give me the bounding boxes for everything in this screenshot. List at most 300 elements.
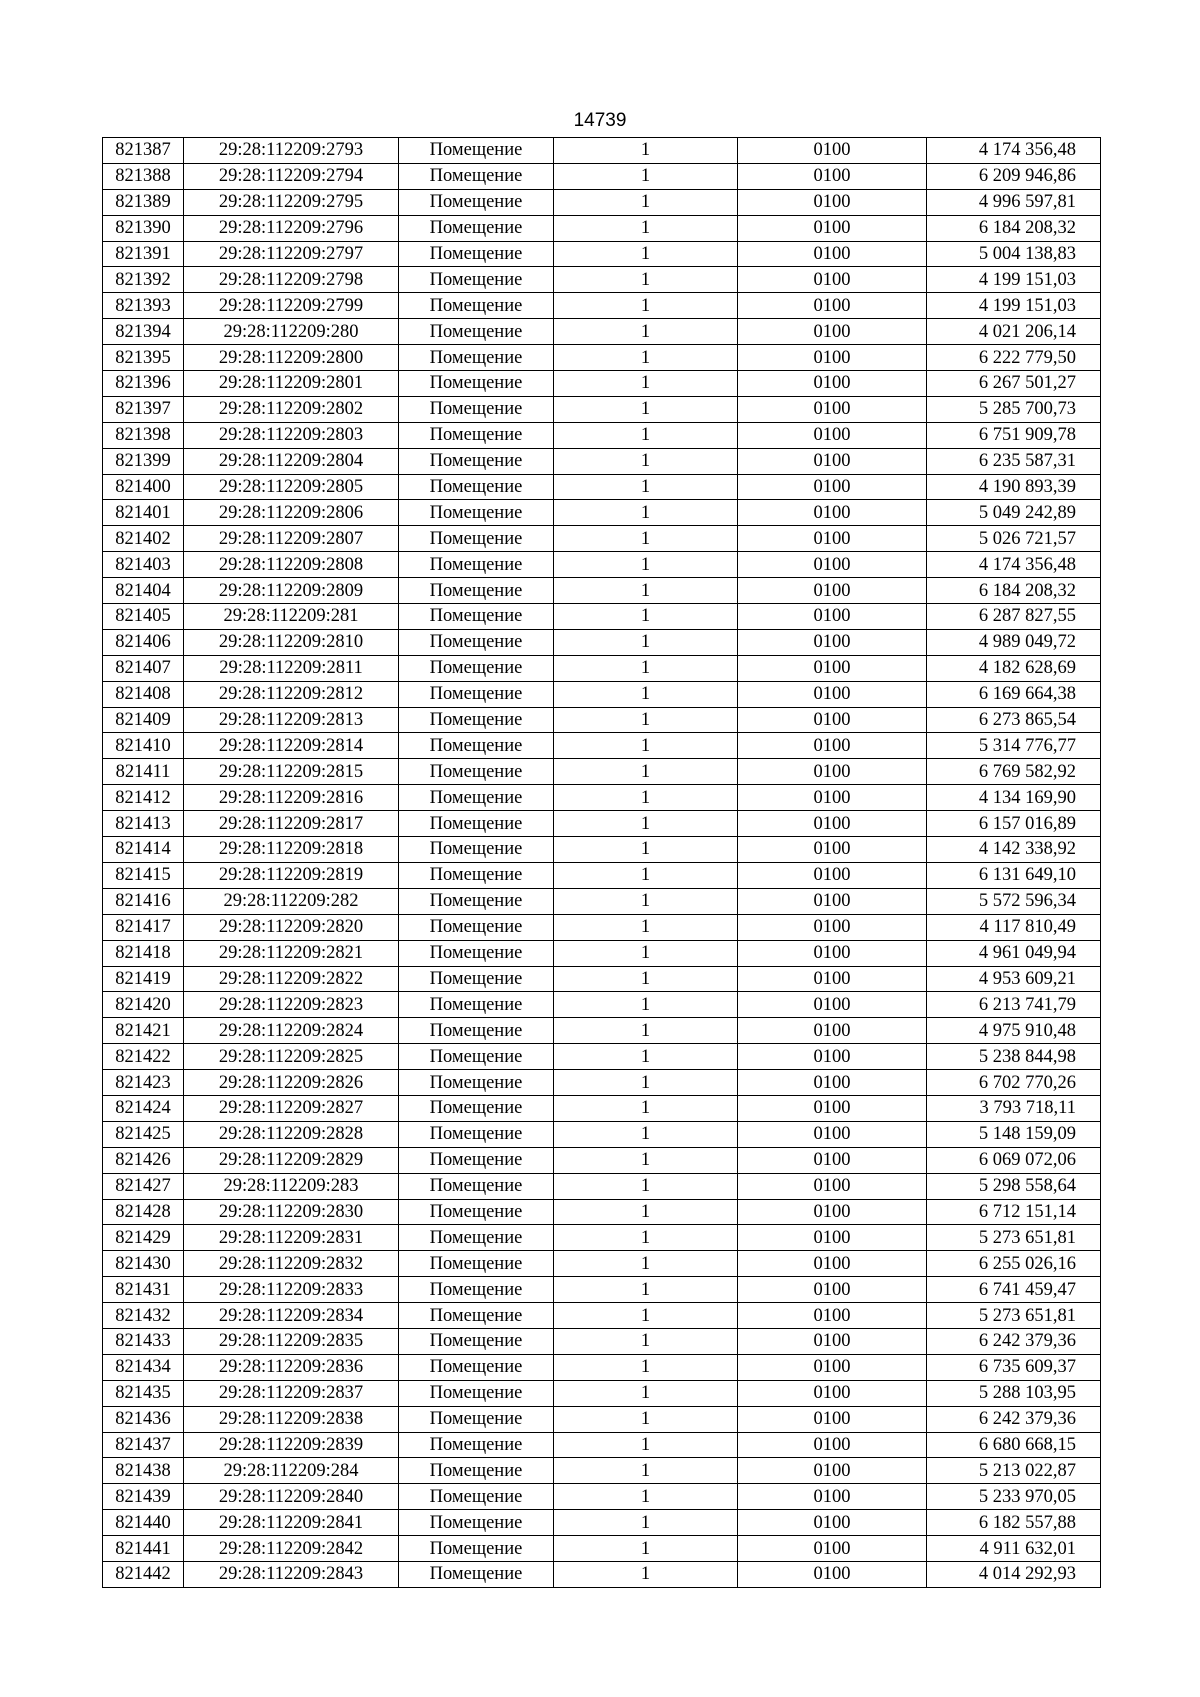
count-cell: 1 [554, 707, 738, 733]
table-row [103, 500, 1101, 526]
table-row [103, 371, 1101, 397]
cadastral-number-cell: 29:28:112209:2807 [184, 526, 399, 552]
object-type-cell: Помещение [399, 1303, 554, 1329]
table-row [103, 215, 1101, 241]
value-cell: 5 026 721,57 [927, 526, 1101, 552]
table-row [103, 940, 1101, 966]
count-cell: 1 [554, 811, 738, 837]
cadastral-number-cell: 29:28:112209:2819 [184, 862, 399, 888]
table-row [103, 1484, 1101, 1510]
registry-table-body [103, 138, 1101, 1588]
code-cell: 0100 [738, 448, 927, 474]
cadastral-number-cell: 29:28:112209:2811 [184, 655, 399, 681]
code-cell: 0100 [738, 1173, 927, 1199]
value-cell: 6 213 741,79 [927, 992, 1101, 1018]
table-row [103, 163, 1101, 189]
row-number-cell: 821417 [103, 914, 184, 940]
count-cell: 1 [554, 940, 738, 966]
code-cell: 0100 [738, 1225, 927, 1251]
code-cell: 0100 [738, 189, 927, 215]
object-type-cell: Помещение [399, 1121, 554, 1147]
object-type-cell: Помещение [399, 1173, 554, 1199]
count-cell: 1 [554, 293, 738, 319]
row-number-cell: 821402 [103, 526, 184, 552]
object-type-cell: Помещение [399, 1070, 554, 1096]
table-row [103, 1536, 1101, 1562]
object-type-cell: Помещение [399, 1044, 554, 1070]
count-cell: 1 [554, 1510, 738, 1536]
cadastral-number-cell: 29:28:112209:2798 [184, 267, 399, 293]
cadastral-number-cell: 29:28:112209:280 [184, 319, 399, 345]
row-number-cell: 821415 [103, 862, 184, 888]
code-cell: 0100 [738, 1328, 927, 1354]
table-row [103, 914, 1101, 940]
object-type-cell: Помещение [399, 759, 554, 785]
cadastral-number-cell: 29:28:112209:284 [184, 1458, 399, 1484]
count-cell: 1 [554, 474, 738, 500]
value-cell: 6 184 208,32 [927, 215, 1101, 241]
table-row [103, 1121, 1101, 1147]
row-number-cell: 821418 [103, 940, 184, 966]
code-cell: 0100 [738, 992, 927, 1018]
value-cell: 6 287 827,55 [927, 604, 1101, 630]
row-number-cell: 821439 [103, 1484, 184, 1510]
count-cell: 1 [554, 189, 738, 215]
table-row [103, 578, 1101, 604]
count-cell: 1 [554, 837, 738, 863]
cadastral-number-cell: 29:28:112209:2814 [184, 733, 399, 759]
object-type-cell: Помещение [399, 940, 554, 966]
value-cell: 5 273 651,81 [927, 1303, 1101, 1329]
count-cell: 1 [554, 733, 738, 759]
value-cell: 5 004 138,83 [927, 241, 1101, 267]
count-cell: 1 [554, 1018, 738, 1044]
cadastral-number-cell: 29:28:112209:2809 [184, 578, 399, 604]
object-type-cell: Помещение [399, 604, 554, 630]
table-row [103, 1380, 1101, 1406]
value-cell: 6 184 208,32 [927, 578, 1101, 604]
cadastral-number-cell: 29:28:112209:2821 [184, 940, 399, 966]
table-row [103, 1432, 1101, 1458]
value-cell: 4 190 893,39 [927, 474, 1101, 500]
table-row [103, 1510, 1101, 1536]
object-type-cell: Помещение [399, 914, 554, 940]
table-row [103, 1277, 1101, 1303]
count-cell: 1 [554, 448, 738, 474]
row-number-cell: 821391 [103, 241, 184, 267]
code-cell: 0100 [738, 163, 927, 189]
row-number-cell: 821407 [103, 655, 184, 681]
code-cell: 0100 [738, 1121, 927, 1147]
value-cell: 4 989 049,72 [927, 629, 1101, 655]
cadastral-number-cell: 29:28:112209:2810 [184, 629, 399, 655]
count-cell: 1 [554, 1484, 738, 1510]
value-cell: 5 213 022,87 [927, 1458, 1101, 1484]
code-cell: 0100 [738, 319, 927, 345]
cadastral-number-cell: 29:28:112209:2808 [184, 552, 399, 578]
count-cell: 1 [554, 1380, 738, 1406]
count-cell: 1 [554, 681, 738, 707]
table-row [103, 241, 1101, 267]
cadastral-number-cell: 29:28:112209:281 [184, 604, 399, 630]
value-cell: 6 751 909,78 [927, 422, 1101, 448]
value-cell: 4 182 628,69 [927, 655, 1101, 681]
value-cell: 4 199 151,03 [927, 293, 1101, 319]
value-cell: 5 148 159,09 [927, 1121, 1101, 1147]
count-cell: 1 [554, 526, 738, 552]
value-cell: 6 735 609,37 [927, 1354, 1101, 1380]
count-cell: 1 [554, 1251, 738, 1277]
value-cell: 4 199 151,03 [927, 267, 1101, 293]
table-row [103, 319, 1101, 345]
object-type-cell: Помещение [399, 966, 554, 992]
value-cell: 6 235 587,31 [927, 448, 1101, 474]
value-cell: 4 014 292,93 [927, 1561, 1101, 1587]
row-number-cell: 821410 [103, 733, 184, 759]
cadastral-number-cell: 29:28:112209:2835 [184, 1328, 399, 1354]
cadastral-number-cell: 29:28:112209:2823 [184, 992, 399, 1018]
cadastral-number-cell: 29:28:112209:2817 [184, 811, 399, 837]
cadastral-number-cell: 29:28:112209:2842 [184, 1536, 399, 1562]
object-type-cell: Помещение [399, 785, 554, 811]
code-cell: 0100 [738, 1536, 927, 1562]
object-type-cell: Помещение [399, 1354, 554, 1380]
code-cell: 0100 [738, 811, 927, 837]
table-row [103, 785, 1101, 811]
row-number-cell: 821432 [103, 1303, 184, 1329]
value-cell: 6 273 865,54 [927, 707, 1101, 733]
object-type-cell: Помещение [399, 319, 554, 345]
code-cell: 0100 [738, 733, 927, 759]
code-cell: 0100 [738, 1044, 927, 1070]
object-type-cell: Помещение [399, 163, 554, 189]
count-cell: 1 [554, 888, 738, 914]
row-number-cell: 821403 [103, 552, 184, 578]
cadastral-number-cell: 29:28:112209:2796 [184, 215, 399, 241]
row-number-cell: 821412 [103, 785, 184, 811]
value-cell: 6 680 668,15 [927, 1432, 1101, 1458]
cadastral-number-cell: 29:28:112209:2825 [184, 1044, 399, 1070]
count-cell: 1 [554, 1328, 738, 1354]
table-row [103, 1328, 1101, 1354]
table-row [103, 681, 1101, 707]
object-type-cell: Помещение [399, 215, 554, 241]
row-number-cell: 821404 [103, 578, 184, 604]
value-cell: 4 996 597,81 [927, 189, 1101, 215]
table-row [103, 966, 1101, 992]
row-number-cell: 821441 [103, 1536, 184, 1562]
object-type-cell: Помещение [399, 629, 554, 655]
row-number-cell: 821405 [103, 604, 184, 630]
row-number-cell: 821390 [103, 215, 184, 241]
table-row [103, 293, 1101, 319]
table-row [103, 1225, 1101, 1251]
cadastral-number-cell: 29:28:112209:2803 [184, 422, 399, 448]
code-cell: 0100 [738, 1354, 927, 1380]
object-type-cell: Помещение [399, 267, 554, 293]
row-number-cell: 821388 [103, 163, 184, 189]
code-cell: 0100 [738, 1147, 927, 1173]
code-cell: 0100 [738, 422, 927, 448]
cadastral-number-cell: 29:28:112209:2806 [184, 500, 399, 526]
object-type-cell: Помещение [399, 1018, 554, 1044]
table-row [103, 138, 1101, 164]
count-cell: 1 [554, 785, 738, 811]
object-type-cell: Помещение [399, 578, 554, 604]
code-cell: 0100 [738, 552, 927, 578]
row-number-cell: 821398 [103, 422, 184, 448]
object-type-cell: Помещение [399, 1328, 554, 1354]
count-cell: 1 [554, 1095, 738, 1121]
row-number-cell: 821414 [103, 837, 184, 863]
object-type-cell: Помещение [399, 293, 554, 319]
code-cell: 0100 [738, 267, 927, 293]
table-row [103, 604, 1101, 630]
code-cell: 0100 [738, 500, 927, 526]
row-number-cell: 821400 [103, 474, 184, 500]
value-cell: 5 233 970,05 [927, 1484, 1101, 1510]
object-type-cell: Помещение [399, 345, 554, 371]
table-row [103, 189, 1101, 215]
count-cell: 1 [554, 862, 738, 888]
count-cell: 1 [554, 1277, 738, 1303]
object-type-cell: Помещение [399, 552, 554, 578]
count-cell: 1 [554, 215, 738, 241]
table-row [103, 422, 1101, 448]
object-type-cell: Помещение [399, 526, 554, 552]
code-cell: 0100 [738, 371, 927, 397]
object-type-cell: Помещение [399, 1458, 554, 1484]
object-type-cell: Помещение [399, 1510, 554, 1536]
row-number-cell: 821436 [103, 1406, 184, 1432]
code-cell: 0100 [738, 914, 927, 940]
object-type-cell: Помещение [399, 371, 554, 397]
code-cell: 0100 [738, 396, 927, 422]
cadastral-number-cell: 29:28:112209:2815 [184, 759, 399, 785]
count-cell: 1 [554, 992, 738, 1018]
count-cell: 1 [554, 371, 738, 397]
count-cell: 1 [554, 1536, 738, 1562]
code-cell: 0100 [738, 1406, 927, 1432]
count-cell: 1 [554, 267, 738, 293]
count-cell: 1 [554, 422, 738, 448]
cadastral-number-cell: 29:28:112209:2834 [184, 1303, 399, 1329]
cadastral-number-cell: 29:28:112209:2822 [184, 966, 399, 992]
code-cell: 0100 [738, 1251, 927, 1277]
code-cell: 0100 [738, 1432, 927, 1458]
code-cell: 0100 [738, 604, 927, 630]
table-row [103, 707, 1101, 733]
table-row [103, 862, 1101, 888]
code-cell: 0100 [738, 681, 927, 707]
count-cell: 1 [554, 1225, 738, 1251]
code-cell: 0100 [738, 707, 927, 733]
value-cell: 4 975 910,48 [927, 1018, 1101, 1044]
value-cell: 4 174 356,48 [927, 552, 1101, 578]
cadastral-number-cell: 29:28:112209:2824 [184, 1018, 399, 1044]
code-cell: 0100 [738, 1510, 927, 1536]
table-row [103, 1173, 1101, 1199]
cadastral-number-cell: 29:28:112209:2836 [184, 1354, 399, 1380]
count-cell: 1 [554, 241, 738, 267]
code-cell: 0100 [738, 759, 927, 785]
cadastral-number-cell: 29:28:112209:2837 [184, 1380, 399, 1406]
code-cell: 0100 [738, 888, 927, 914]
code-cell: 0100 [738, 1277, 927, 1303]
row-number-cell: 821396 [103, 371, 184, 397]
value-cell: 4 174 356,48 [927, 138, 1101, 164]
table-row [103, 759, 1101, 785]
value-cell: 6 741 459,47 [927, 1277, 1101, 1303]
cadastral-number-cell: 29:28:112209:2805 [184, 474, 399, 500]
object-type-cell: Помещение [399, 888, 554, 914]
code-cell: 0100 [738, 1458, 927, 1484]
count-cell: 1 [554, 1432, 738, 1458]
row-number-cell: 821393 [103, 293, 184, 319]
cadastral-number-cell: 29:28:112209:2841 [184, 1510, 399, 1536]
value-cell: 5 298 558,64 [927, 1173, 1101, 1199]
row-number-cell: 821409 [103, 707, 184, 733]
object-type-cell: Помещение [399, 811, 554, 837]
cadastral-number-cell: 29:28:112209:2820 [184, 914, 399, 940]
object-type-cell: Помещение [399, 1277, 554, 1303]
value-cell: 4 142 338,92 [927, 837, 1101, 863]
page-number: 14739 [573, 110, 627, 131]
count-cell: 1 [554, 1173, 738, 1199]
count-cell: 1 [554, 1121, 738, 1147]
object-type-cell: Помещение [399, 655, 554, 681]
cadastral-number-cell: 29:28:112209:2804 [184, 448, 399, 474]
table-row [103, 1354, 1101, 1380]
value-cell: 4 911 632,01 [927, 1536, 1101, 1562]
cadastral-number-cell: 29:28:112209:2801 [184, 371, 399, 397]
count-cell: 1 [554, 552, 738, 578]
count-cell: 1 [554, 345, 738, 371]
row-number-cell: 821425 [103, 1121, 184, 1147]
table-row [103, 552, 1101, 578]
value-cell: 3 793 718,11 [927, 1095, 1101, 1121]
object-type-cell: Помещение [399, 1561, 554, 1587]
row-number-cell: 821437 [103, 1432, 184, 1458]
row-number-cell: 821434 [103, 1354, 184, 1380]
object-type-cell: Помещение [399, 500, 554, 526]
object-type-cell: Помещение [399, 837, 554, 863]
code-cell: 0100 [738, 629, 927, 655]
row-number-cell: 821401 [103, 500, 184, 526]
count-cell: 1 [554, 1199, 738, 1225]
value-cell: 4 021 206,14 [927, 319, 1101, 345]
count-cell: 1 [554, 319, 738, 345]
table-row [103, 448, 1101, 474]
value-cell: 6 242 379,36 [927, 1406, 1101, 1432]
object-type-cell: Помещение [399, 1432, 554, 1458]
table-row [103, 267, 1101, 293]
table-row [103, 837, 1101, 863]
cadastral-number-cell: 29:28:112209:2795 [184, 189, 399, 215]
value-cell: 4 953 609,21 [927, 966, 1101, 992]
value-cell: 5 288 103,95 [927, 1380, 1101, 1406]
row-number-cell: 821423 [103, 1070, 184, 1096]
value-cell: 4 961 049,94 [927, 940, 1101, 966]
code-cell: 0100 [738, 1070, 927, 1096]
table-row [103, 474, 1101, 500]
cadastral-number-cell: 29:28:112209:2831 [184, 1225, 399, 1251]
row-number-cell: 821397 [103, 396, 184, 422]
cadastral-number-cell: 29:28:112209:2829 [184, 1147, 399, 1173]
table-row [103, 1458, 1101, 1484]
object-type-cell: Помещение [399, 396, 554, 422]
cadastral-number-cell: 29:28:112209:2832 [184, 1251, 399, 1277]
row-number-cell: 821431 [103, 1277, 184, 1303]
row-number-cell: 821416 [103, 888, 184, 914]
row-number-cell: 821387 [103, 138, 184, 164]
value-cell: 6 182 557,88 [927, 1510, 1101, 1536]
object-type-cell: Помещение [399, 1095, 554, 1121]
object-type-cell: Помещение [399, 1199, 554, 1225]
row-number-cell: 821435 [103, 1380, 184, 1406]
value-cell: 5 572 596,34 [927, 888, 1101, 914]
row-number-cell: 821399 [103, 448, 184, 474]
cadastral-number-cell: 29:28:112209:2816 [184, 785, 399, 811]
object-type-cell: Помещение [399, 1484, 554, 1510]
cadastral-number-cell: 29:28:112209:2839 [184, 1432, 399, 1458]
object-type-cell: Помещение [399, 1147, 554, 1173]
row-number-cell: 821395 [103, 345, 184, 371]
value-cell: 6 242 379,36 [927, 1328, 1101, 1354]
row-number-cell: 821429 [103, 1225, 184, 1251]
value-cell: 6 131 649,10 [927, 862, 1101, 888]
row-number-cell: 821406 [103, 629, 184, 655]
code-cell: 0100 [738, 1303, 927, 1329]
count-cell: 1 [554, 1354, 738, 1380]
value-cell: 4 134 169,90 [927, 785, 1101, 811]
object-type-cell: Помещение [399, 1536, 554, 1562]
registry-table [102, 137, 1101, 1588]
object-type-cell: Помещение [399, 1251, 554, 1277]
cadastral-number-cell: 29:28:112209:2840 [184, 1484, 399, 1510]
row-number-cell: 821433 [103, 1328, 184, 1354]
count-cell: 1 [554, 138, 738, 164]
cadastral-number-cell: 29:28:112209:283 [184, 1173, 399, 1199]
code-cell: 0100 [738, 1380, 927, 1406]
object-type-cell: Помещение [399, 474, 554, 500]
count-cell: 1 [554, 604, 738, 630]
table-row [103, 396, 1101, 422]
table-row [103, 1095, 1101, 1121]
row-number-cell: 821413 [103, 811, 184, 837]
value-cell: 5 238 844,98 [927, 1044, 1101, 1070]
code-cell: 0100 [738, 241, 927, 267]
value-cell: 5 049 242,89 [927, 500, 1101, 526]
table-row [103, 888, 1101, 914]
table-row [103, 1018, 1101, 1044]
count-cell: 1 [554, 1303, 738, 1329]
row-number-cell: 821389 [103, 189, 184, 215]
object-type-cell: Помещение [399, 733, 554, 759]
cadastral-number-cell: 29:28:112209:2833 [184, 1277, 399, 1303]
object-type-cell: Помещение [399, 862, 554, 888]
value-cell: 6 267 501,27 [927, 371, 1101, 397]
cadastral-number-cell: 29:28:112209:282 [184, 888, 399, 914]
cadastral-number-cell: 29:28:112209:2828 [184, 1121, 399, 1147]
object-type-cell: Помещение [399, 707, 554, 733]
object-type-cell: Помещение [399, 1380, 554, 1406]
value-cell: 6 069 072,06 [927, 1147, 1101, 1173]
cadastral-number-cell: 29:28:112209:2794 [184, 163, 399, 189]
count-cell: 1 [554, 163, 738, 189]
cadastral-number-cell: 29:28:112209:2797 [184, 241, 399, 267]
row-number-cell: 821394 [103, 319, 184, 345]
